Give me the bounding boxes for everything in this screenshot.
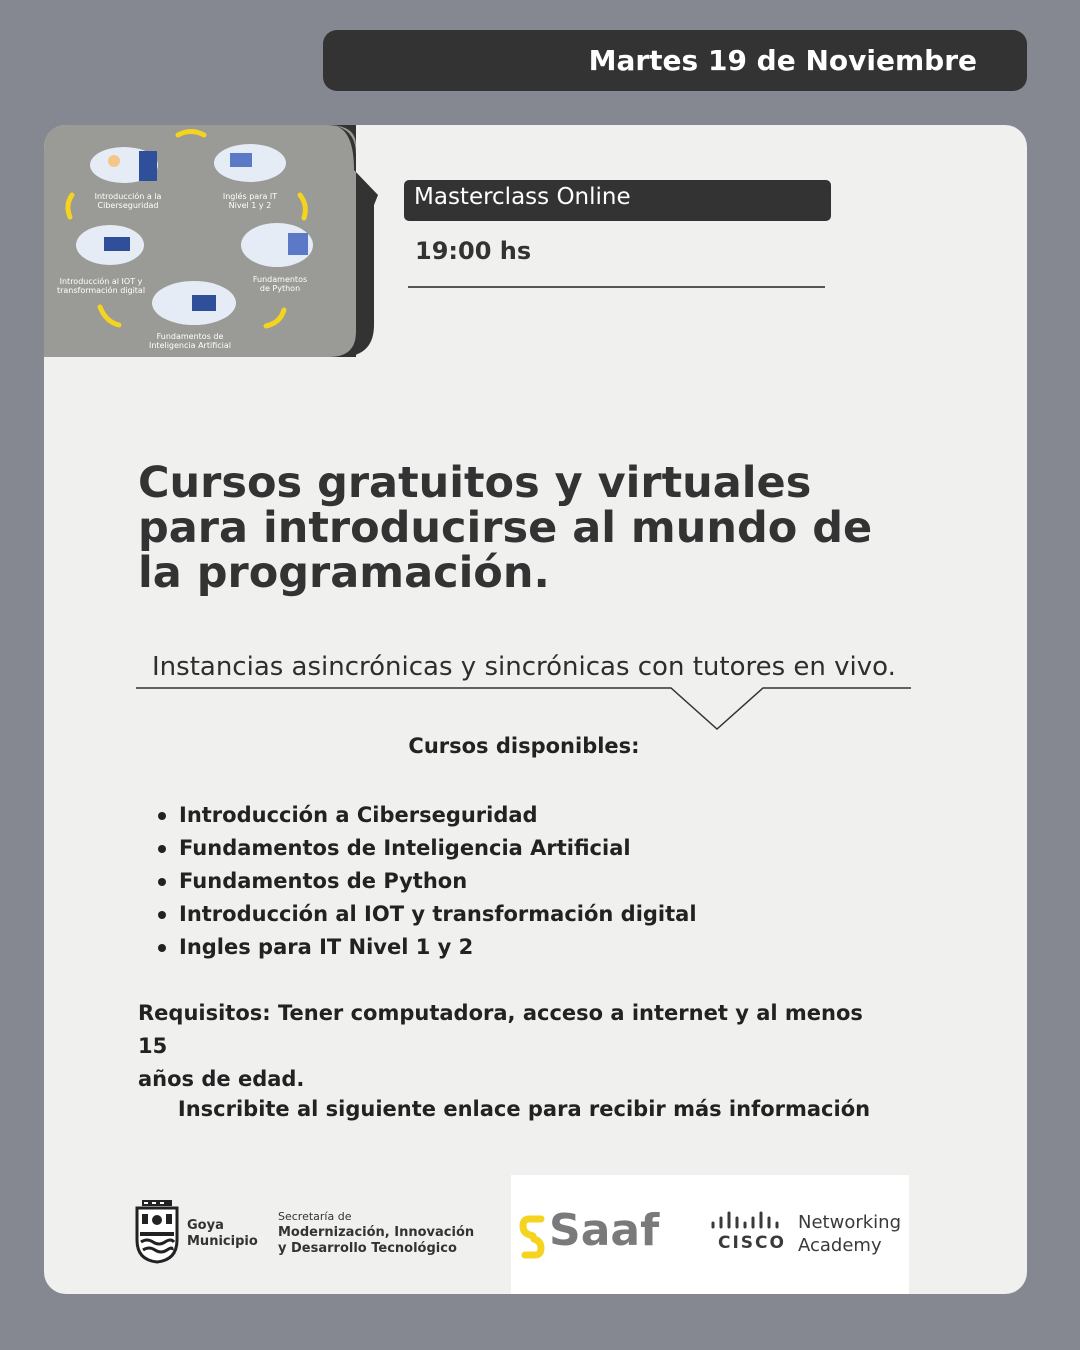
networking-academy-text: Networking Academy: [798, 1212, 901, 1256]
list-item: Fundamentos de Inteligencia Artificial: [158, 832, 697, 865]
goya-municipio-logo-text: Goya Municipio: [187, 1218, 258, 1249]
cisco-bars-icon: [711, 1211, 787, 1231]
thumb-label-ciber-2: Ciberseguridad: [97, 201, 159, 210]
courses-list: [158, 799, 697, 964]
headline-line-2: para introducirse al mundo de: [138, 503, 873, 553]
thumb-label-python-1: Fundamentos: [252, 275, 308, 284]
headline: [138, 458, 878, 598]
signup-cta: Inscribite al siguiente enlace para recibir más información: [177, 1097, 871, 1121]
list-item: Introducción a Ciberseguridad: [158, 799, 697, 832]
thumb-label-ia-1: Fundamentos de: [156, 332, 224, 341]
thumb-label-python-2: de Python: [259, 284, 301, 293]
masterclass-label: Masterclass Online: [404, 180, 831, 221]
main-card: [44, 125, 1027, 1294]
courses-thumbnail: [44, 125, 399, 357]
goya-coat-of-arms-icon: [134, 1198, 180, 1264]
cisco-logo-text: CISCO: [718, 1233, 786, 1253]
date-banner: [323, 30, 1027, 91]
saaf-logo-icon: [519, 1215, 545, 1259]
requirements-line-2: años de edad.: [138, 1067, 305, 1091]
bullet-icon: [158, 812, 166, 820]
thumb-label-iot-1: Introducción al IOT y: [59, 277, 143, 286]
list-item: Introducción al IOT y transformación digital: [158, 898, 697, 931]
courses-title: Cursos disponibles:: [408, 734, 640, 758]
saaf-logo-text: Saaf: [549, 1205, 660, 1256]
bullet-icon: [158, 845, 166, 853]
partner-logos: [511, 1175, 909, 1294]
headline-line-1: Cursos gratuitos y virtuales: [138, 458, 812, 508]
bullet-icon: [158, 944, 166, 952]
bullet-icon: [158, 911, 166, 919]
bullet-icon: [158, 878, 166, 886]
thumb-label-ciber-1: Introducción a la: [94, 192, 162, 201]
secretaria-name: Modernización, Innovación y Desarrollo Tecnológico: [278, 1225, 475, 1256]
thumb-label-iot-2: transformación digital: [56, 286, 146, 295]
list-item: Ingles para IT Nivel 1 y 2: [158, 931, 697, 964]
thumb-label-ingles-2: Nivel 1 y 2: [228, 201, 272, 210]
subheadline: Instancias asincrónicas y sincrónicas con tutores en vivo.: [152, 652, 896, 682]
pointer-divider: [136, 670, 911, 738]
time-divider: [408, 286, 825, 288]
list-item: Fundamentos de Python: [158, 865, 697, 898]
requirements-line-1: Requisitos: Tener computadora, acceso a internet y al menos 15: [138, 1001, 863, 1058]
secretaria-label: Secretaría de: [278, 1210, 352, 1223]
headline-line-3: la programación.: [138, 548, 550, 598]
requirements: [138, 997, 898, 1096]
thumb-label-ia-2: Inteligencia Artificial: [149, 341, 231, 350]
event-time: 19:00 hs: [415, 237, 532, 265]
event-date: Martes 19 de Noviembre: [588, 44, 977, 77]
thumb-label-ingles-1: Inglés para IT: [222, 192, 278, 201]
